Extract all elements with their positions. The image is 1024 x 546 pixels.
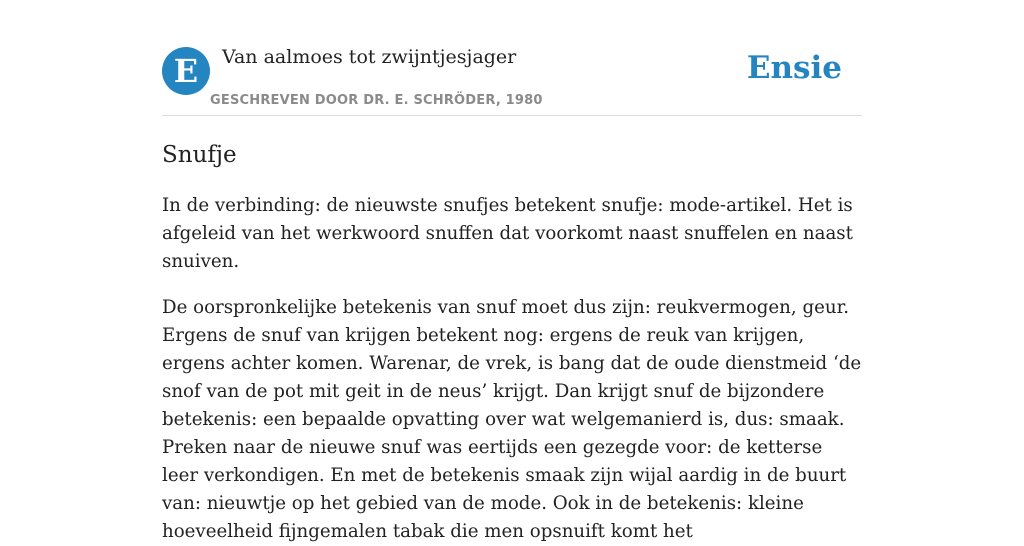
ensie-brand-logo[interactable]: Ensie [746,50,842,86]
book-title-link[interactable]: Van aalmoes tot zwijntjesjager [222,46,517,68]
entry-title: Snufje [162,142,237,168]
article-header [162,0,862,116]
entry-paragraph: In de verbinding: de nieuwste snufjes betekent snufje: mode-artikel. Het is afgeleid van het werkwoord snuffen dat voorkomt naast snuffelen en naast snuiven. [162,195,853,272]
article [162,0,862,546]
author-byline: GESCHREVEN DOOR DR. E. SCHRÖDER, 1980 [210,93,543,108]
entry-paragraph: De oorspronkelijke betekenis van snuf moet dus zijn: reukvermogen, geur. Ergens de snuf van krijgen betekent nog: ergens de reuk van krijgen, ergens achter komen. Warenar, de vrek, is bang dat de oude dienstmeid ‘de snof van de pot mit geit in de neus’ krijgt. Dan krijgt snuf de bijzondere betekenis: een bepaalde opvatting over wat welgemanierd is, dus: smaak. Preken naar de nieuwe snuf was eertijds een gezegde voor: de ketterse leer verkondigen. En met de betekenis smaak zijn wijal aardig in de buurt van: nieuwtje op het gebied van de mode. Ook in de betekenis: kleine hoeveelheid fijngemalen tabak die men opsnuift komt het [162,297,862,542]
ensie-logo-icon[interactable]: E [162,47,210,95]
